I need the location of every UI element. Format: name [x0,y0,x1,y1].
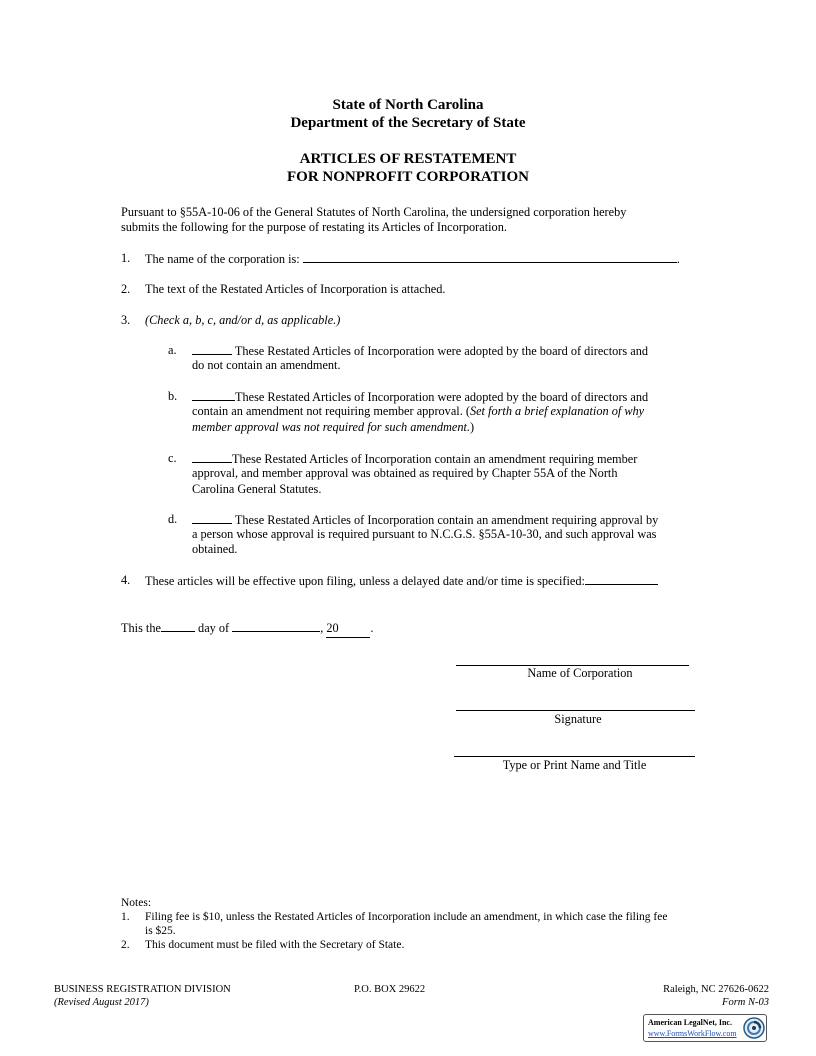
footer-city: Raleigh, NC 27626-0622 [663,984,769,995]
item-2-number: 2. [121,282,131,296]
date-comma: , [320,621,327,635]
date-end: . [370,621,374,635]
note-1-line2: is $25. [145,925,176,937]
footer-form-number: Form N-03 [722,997,769,1008]
execution-date-line [121,620,373,638]
year-prefix: 20 [326,621,339,635]
item-1-label: The name of the corporation is: [145,252,303,266]
subitem-b-line3-italic: member approval was not required for such amendment. [192,420,471,434]
item-1-text [145,251,680,268]
subitem-b-line2 [192,404,644,420]
badge-company-name: American LegalNet, Inc. [648,1018,732,1027]
subitem-a-letter: a. [168,343,177,357]
item-1-number: 1. [121,251,131,265]
subitem-d-letter: d. [168,512,178,526]
day-of-label: day of [194,621,233,635]
subitem-b-line3-end: ) [470,420,475,434]
subitem-a-text: These Restated Articles of Incorporation were adopted by the board of directors and [232,344,649,358]
subitem-d-text: These Restated Articles of Incorporation contain an amendment requiring approval by [232,513,659,527]
year-field[interactable] [326,621,370,638]
item-4-number: 4. [121,573,131,587]
intro-line2: submits the following for the purpose of restating its Articles of Incorporation. [121,220,507,234]
subitem-b-check-field[interactable] [192,389,235,401]
notes-heading: Notes: [121,897,152,909]
department-heading: Department of the Secretary of State [290,115,526,131]
item-4-text [145,573,658,590]
subitem-b-line2-text: contain an amendment not requiring member approval. ( [192,404,470,418]
subitem-a-check-field[interactable] [192,343,232,355]
form-title-line2: FOR NONPROFIT CORPORATION [287,169,529,185]
subitem-d-check-field[interactable] [192,512,232,524]
subitem-c-text: These Restated Articles of Incorporation contain an amendment requiring member [232,452,638,466]
footer-pobox: P.O. BOX 29622 [354,984,426,995]
subitem-b-line3 [192,420,474,436]
signature-line[interactable] [456,710,695,711]
signature-label: Signature [554,712,602,726]
footer-division: BUSINESS REGISTRATION DIVISION [54,984,231,995]
forms-workflow-logo-icon [743,1017,765,1039]
month-field[interactable] [232,620,320,632]
form-title-line1: ARTICLES OF RESTATEMENT [299,151,517,167]
intro-line1: Pursuant to §55A-10-06 of the General Statutes of North Carolina, the undersigned corporation hereby [121,205,627,219]
corporation-name-field[interactable] [303,251,677,263]
subitem-c-line2: approval, and member approval was obtained as required by Chapter 55A of the North [192,466,618,480]
subitem-c-check-field[interactable] [192,451,232,463]
subitem-d-line3: obtained. [192,542,238,556]
footer-revised: (Revised August 2017) [54,997,149,1008]
item-3-number: 3. [121,313,131,327]
subitem-b-line2-italic: Set forth a brief explanation of why [469,404,645,418]
this-the-label: This the [121,621,161,635]
print-name-title-label: Type or Print Name and Title [502,758,647,772]
subitem-a-line2: do not contain an amendment. [192,358,341,372]
subitem-b-letter: b. [168,389,178,403]
subitem-d-line2: a person whose approval is required pursuant to N.C.G.S. §55A-10-30, and such approval was [192,527,657,541]
note-1-number: 1. [121,911,130,923]
print-name-title-line[interactable] [454,756,695,757]
subitem-c-line3: Carolina General Statutes. [192,482,322,496]
item-3-text: (Check a, b, c, and/or d, as applicable.) [145,313,341,327]
note-1-line1: Filing fee is $10, unless the Restated Articles of Incorporation include an amendment, in which case the filing fee [145,911,668,923]
note-2-number: 2. [121,939,130,951]
state-heading: State of North Carolina [332,97,484,113]
day-field[interactable] [161,620,195,632]
badge-url-link[interactable]: www.FormsWorkFlow.com [648,1029,737,1038]
note-2-text: This document must be filed with the Secretary of State. [145,939,405,951]
subitem-c-letter: c. [168,451,177,465]
american-legalnet-badge[interactable] [643,1014,767,1042]
item-4-label: These articles will be effective upon filing, unless a delayed date and/or time is specified: [145,574,585,588]
subitem-b-text: These Restated Articles of Incorporation were adopted by the board of directors and [235,390,649,404]
name-of-corporation-label: Name of Corporation [527,666,633,680]
item-1-end: . [676,252,680,266]
effective-date-field[interactable] [585,573,658,585]
item-2-text: The text of the Restated Articles of Incorporation is attached. [145,282,446,296]
